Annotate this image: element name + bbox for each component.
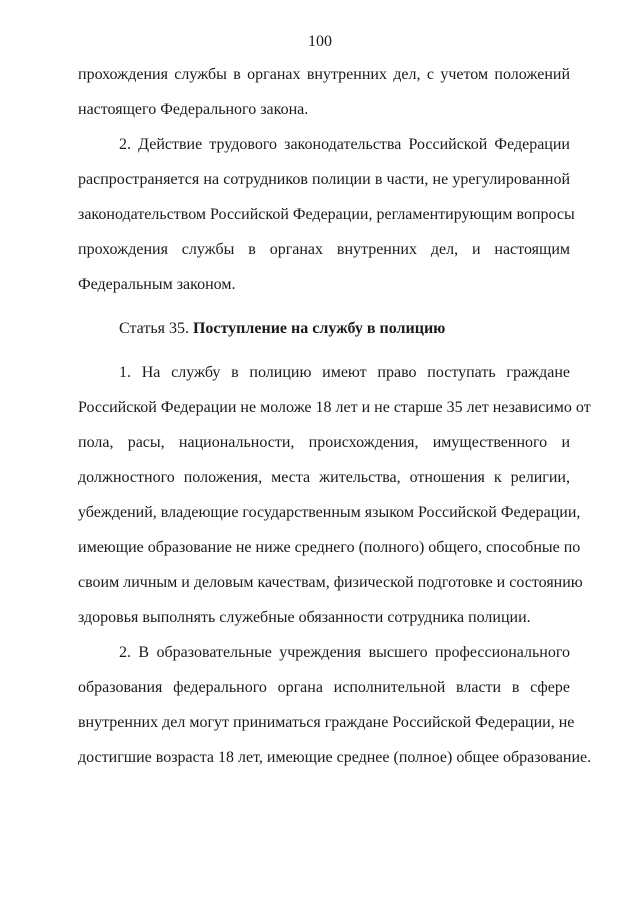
article-title: Поступление на службу в полицию bbox=[192, 320, 446, 337]
text-line: достигшие возраста 18 лет, имеющие среднее (полное) общее образование. bbox=[78, 749, 592, 766]
text-line: убеждений, владеющие государственным языком Российской Федерации, bbox=[78, 504, 581, 521]
text-line: настоящего Федерального закона. bbox=[78, 101, 309, 118]
text-line: Федеральным законом. bbox=[78, 276, 236, 293]
text-line: 2. Действие трудового законодательства Российской Федерации bbox=[119, 136, 570, 153]
text-line: должностного положения, места жительства, отношения к религии, bbox=[78, 469, 570, 486]
text-line: Российской Федерации не моложе 18 лет и не старше 35 лет независимо от bbox=[78, 399, 591, 416]
text-line: своим личным и деловым качествам, физической подготовке и состоянию bbox=[78, 574, 583, 591]
paragraph-article35-part2 bbox=[78, 635, 592, 775]
text-line: пола, расы, национальности, происхождения, имущественного и bbox=[78, 434, 570, 451]
text-line: внутренних дел могут приниматься граждане Российской Федерации, не bbox=[78, 714, 575, 731]
text-line: здоровья выполнять служебные обязанности сотрудника полиции. bbox=[78, 609, 531, 626]
text-line: образования федерального органа исполнительной власти в сфере bbox=[78, 679, 570, 696]
text-line: законодательством Российской Федерации, регламентирующим вопросы bbox=[78, 206, 575, 223]
text-line: распространяется на сотрудников полиции в части, не урегулированной bbox=[78, 171, 570, 188]
paragraph-continuation bbox=[78, 57, 570, 127]
page-number: 100 bbox=[308, 33, 332, 50]
paragraph-article35-part1 bbox=[78, 355, 591, 635]
paragraph-article34-part2 bbox=[78, 127, 575, 302]
text-line: прохождения службы в органах внутренних дел, с учетом положений bbox=[78, 66, 570, 83]
text-line: прохождения службы в органах внутренних дел, и настоящим bbox=[78, 241, 570, 258]
text-line: 2. В образовательные учреждения высшего профессионального bbox=[119, 644, 570, 661]
article-heading bbox=[78, 311, 570, 346]
text-line: имеющие образование не ниже среднего (полного) общего, способные по bbox=[78, 539, 581, 556]
document-body bbox=[78, 57, 592, 775]
text-line: 1. На службу в полицию имеют право поступать граждане bbox=[119, 364, 570, 381]
article-number: Статья 35. bbox=[119, 320, 189, 337]
